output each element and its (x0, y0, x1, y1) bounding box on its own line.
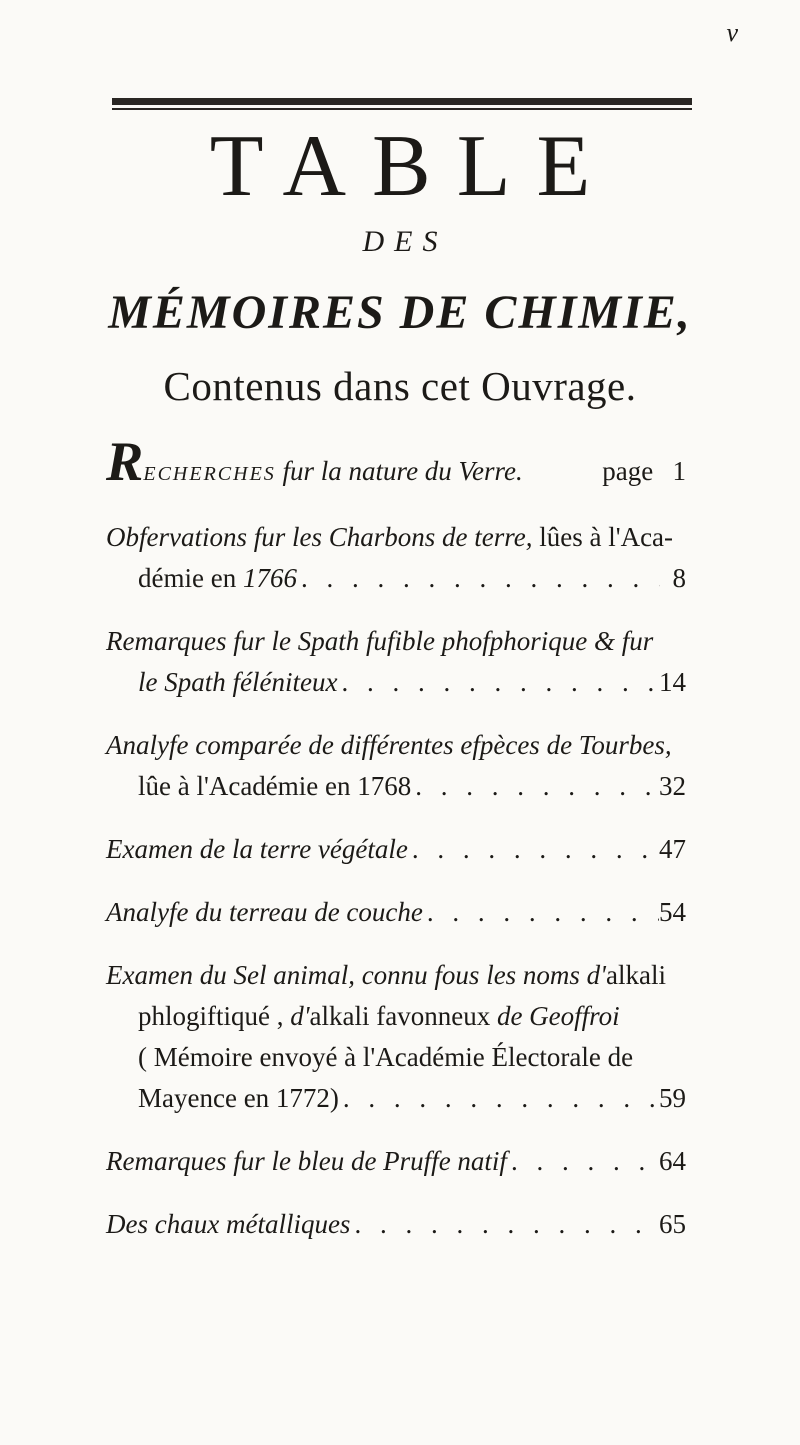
entry-text: ( Mémoire envoyé à l'Académie Électorale de (138, 1042, 634, 1072)
page-marker: v (726, 18, 738, 47)
entry-page-prefix: page (602, 456, 654, 486)
entry-author: de Geoffroi (496, 1001, 620, 1031)
entry-title: le Spath féléniteux (138, 667, 338, 697)
leader-dots (408, 829, 659, 870)
leader-dots (423, 892, 659, 933)
entry-title: Remarques fur le bleu de Pruffe natif (106, 1146, 507, 1176)
entry-page: 1 (672, 456, 686, 486)
entry-text-italic: d' (290, 1001, 310, 1031)
entry-page: 32 (659, 771, 686, 801)
entry-page: 14 (659, 667, 686, 697)
entry-text: lûes à l'Aca- (539, 522, 674, 552)
entry-caps: ECHERCHES (143, 463, 276, 485)
entry-text: lûe à l'Académie en 1768 (138, 771, 412, 801)
entry-page: 47 (659, 834, 686, 864)
title-contents: Contenus dans cet Ouvrage. (163, 363, 637, 409)
toc-entry (106, 431, 686, 495)
toc-entry (106, 829, 686, 870)
entry-text: phlogiftiqué , (138, 1001, 284, 1031)
entry-page: 65 (659, 1209, 686, 1239)
entry-page: 8 (672, 563, 686, 593)
leader-dots (339, 1078, 659, 1119)
entry-title: Des chaux métalliques (106, 1209, 351, 1239)
leader-dots (350, 1204, 659, 1245)
entry-title: Obfervations fur les Charbons de terre, (106, 522, 533, 552)
leader-dots (297, 558, 660, 599)
entry-text: alkali favonneux (309, 1001, 491, 1031)
toc-entry (106, 1204, 686, 1245)
entry-year: 1766 (242, 563, 297, 593)
entry-title: Examen de la terre végétale (106, 834, 408, 864)
header-rule-thin (112, 108, 692, 110)
entry-page: 64 (659, 1146, 686, 1176)
toc-entry (106, 892, 686, 933)
page-title: TABLE (209, 118, 617, 215)
title-des: DES (362, 225, 448, 258)
toc-entry (106, 725, 686, 807)
toc-entry (106, 955, 686, 1119)
entry-title: fur la nature du Verre. (282, 456, 523, 486)
title-subject: MÉMOIRES DE CHIMIE, (108, 286, 692, 339)
entry-page: 59 (659, 1083, 686, 1113)
leader-dots (411, 766, 659, 807)
table-of-contents (106, 431, 686, 1267)
leader-dots (337, 662, 659, 703)
leader-dots (507, 1141, 659, 1182)
header-rule-thick (112, 98, 692, 105)
entry-title: Analyfe comparée de différentes efpèces de Tourbes, (106, 730, 672, 760)
toc-entry (106, 1141, 686, 1182)
entry-title: Examen du Sel animal, connu fous les noms d' (106, 960, 606, 990)
entry-text: Mayence en 1772) (138, 1083, 339, 1113)
toc-entry (106, 621, 686, 703)
entry-title: Analyfe du terreau de couche (106, 897, 423, 927)
entry-title: Remarques fur le Spath fufible phofphorique & fur (106, 626, 654, 656)
toc-entry (106, 517, 686, 599)
entry-page: 54 (659, 897, 686, 927)
drop-cap: R (106, 431, 144, 493)
entry-text: alkali (605, 960, 666, 990)
entry-text: démie en (138, 563, 237, 593)
